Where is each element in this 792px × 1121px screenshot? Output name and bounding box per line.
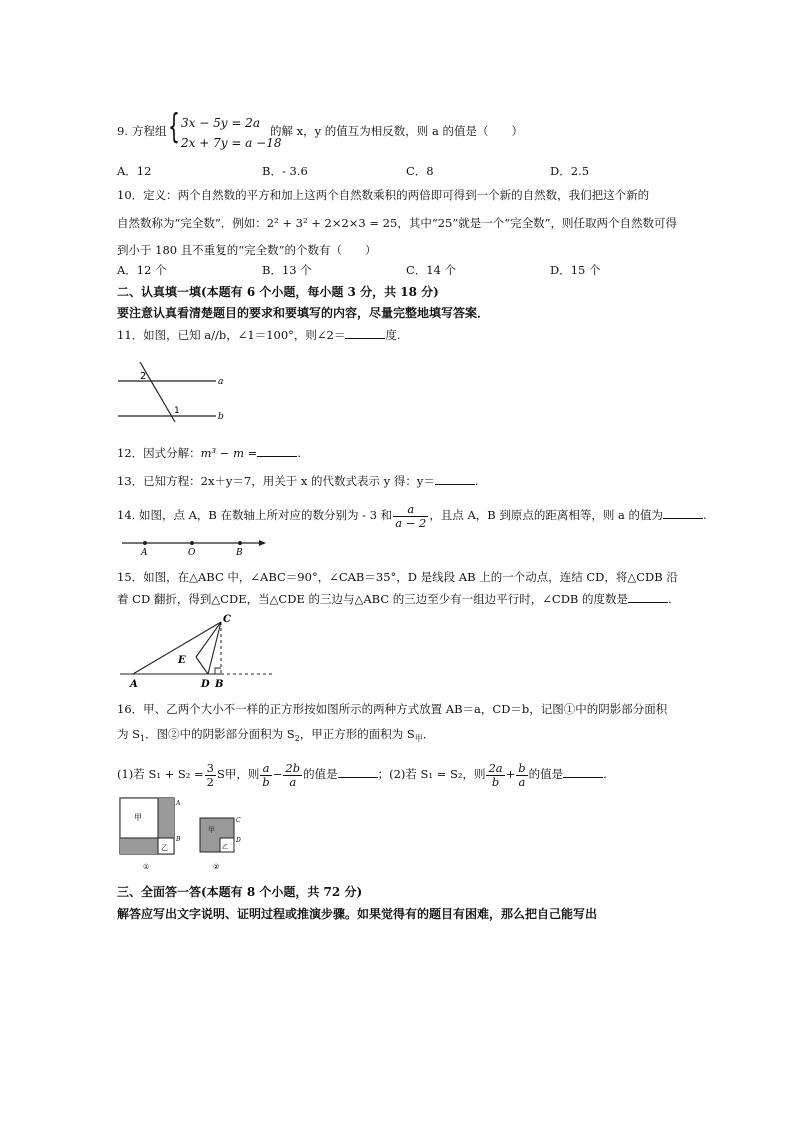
q15-line-2b: . (668, 592, 672, 606)
fig1-shaded-bottom (120, 838, 158, 854)
frac-num: 2b (285, 760, 301, 775)
fraction-2a-b (486, 762, 504, 789)
fraction-2b-a (283, 762, 302, 789)
answer-blank (338, 767, 378, 778)
angle-1-label: 1 (174, 406, 180, 416)
sub-2: 2 (294, 734, 300, 743)
fig1-yi-label: 乙 (161, 844, 168, 852)
fraction-b-a (516, 762, 527, 789)
point-d-label: D (201, 679, 210, 690)
frac-den: 2 (206, 774, 214, 789)
angle-2-label: 2 (140, 371, 147, 382)
answer-blank (435, 474, 475, 485)
q9-equation-1: 3x − 5y = 2a (181, 116, 260, 130)
q9-suffix: 的解 x，y 的值互为相反数，则 a 的值是（ ） (270, 124, 523, 138)
q14-text-b: ，且点 A，B 到原点的距离相等，则 a 的值为 (429, 508, 664, 522)
q9-number: 9. (117, 124, 128, 138)
fraction-a-b (260, 762, 271, 789)
frac-den: a (518, 774, 526, 789)
answer-blank (563, 767, 603, 778)
fig2-yi-label: 乙 (222, 844, 229, 851)
q12-text (117, 445, 301, 461)
answer-blank (663, 508, 703, 519)
q16-part1-b: S甲，则 (217, 767, 260, 781)
point-b (238, 541, 242, 545)
q9-equation-system (181, 113, 281, 153)
fig1-jia-label: 甲 (134, 813, 142, 822)
segment-ed (196, 657, 208, 674)
point-o (190, 541, 194, 545)
fig1-number: ① (143, 863, 150, 871)
q10-line-2a: 自然数称为“完全数”．例如： (117, 216, 267, 230)
line-b-label: b (218, 412, 224, 422)
q14-text-c: . (703, 508, 707, 522)
right-angle-mark (215, 668, 221, 674)
q11-parallel-lines-figure (118, 360, 228, 430)
q11-text-b: 度. (385, 328, 401, 342)
q10-option-c: C．14 个 (406, 263, 457, 277)
point-a (143, 541, 147, 545)
fig1-b-label: B (176, 836, 181, 843)
q13-text (117, 473, 479, 489)
q10-option-b: B．13 个 (262, 263, 312, 277)
q16-line-2 (117, 726, 434, 742)
frac-num: b (518, 760, 526, 775)
q10-line-3: 到小于 180 且不重复的“完全数”的个数有（ ） (117, 243, 377, 257)
q9-option-d: D．2.5 (550, 164, 590, 178)
point-a-label: A (141, 548, 148, 558)
q12-text-a: 12．因式分解： (117, 446, 201, 460)
q15-line-1: 15．如图，在△ABC 中，∠ABC＝90°，∠CAB＝35°，D 是线段 AB 上的一个动点，连结 CD，将△CDB 沿 (117, 570, 678, 584)
q9-equation-2: 2x + 7y = a −18 (181, 136, 282, 150)
minus-sign: − (272, 767, 283, 781)
fig2-c-label: C (236, 817, 241, 824)
point-a-label: A (130, 679, 138, 690)
q15-line-2 (117, 591, 672, 607)
q9-option-b: B．- 3.6 (262, 164, 308, 178)
q16-part1-a: (1)若 S₁ + S₂ = (117, 767, 204, 781)
segment-ce (196, 622, 221, 657)
fig1-a-label: A (176, 800, 181, 807)
section-2-title: 二、认真填一填(本题有 6 个小题，每小题 3 分，共 18 分) (117, 285, 439, 299)
section-3-note: 解答应写出文字说明、证明过程或推演步骤。如果觉得有的题目有困难，那么把自己能写出 (117, 907, 598, 921)
q10-option-a: A．12 个 (117, 263, 167, 277)
q14-frac-num: a (393, 503, 428, 517)
q16-part2-a: ；(2)若 S₁ = S₂，则 (377, 767, 486, 781)
q12-text-b: . (297, 446, 301, 460)
answer-blank (628, 592, 668, 603)
q9-option-c: C．8 (406, 164, 434, 178)
q16-line-2c: ，甲正方形的面积为 S (299, 727, 415, 741)
frac-num: a (260, 762, 271, 776)
q10-formula: 2² + 3² + 2×2×3 = 25 (266, 216, 398, 230)
brace-symbol: { (168, 107, 180, 147)
fig2-number: ② (213, 863, 220, 871)
line-a-label: a (218, 377, 224, 387)
point-b-label: B (236, 548, 243, 558)
q16-part2-b: 的值是 (528, 767, 564, 781)
q10-option-d: D．15 个 (550, 263, 601, 277)
q16-line-1: 16．甲、乙两个大小不一样的正方形按如图所示的两种方式放置 AB＝a，CD＝b，记图①中的阴影部分面积 (117, 702, 668, 716)
q14-text (117, 500, 707, 530)
q12-expression: m³ − m = (200, 446, 258, 460)
answer-blank (345, 328, 385, 339)
q10-line-2b: ，其中“25”就是一个“完全数”，则任取两个自然数可得 (397, 216, 677, 230)
frac-den: b (491, 774, 500, 789)
frac-den: a (289, 774, 297, 789)
q16-line-2d: ． (422, 727, 435, 741)
q10-line-1: 10．定义：两个自然数的平方和加上这两个自然数乘积的两倍即可得到一个新的自然数，我们把这个新的 (117, 188, 650, 202)
sub-1: 1 (140, 734, 146, 743)
point-c-label: C (223, 614, 231, 625)
sub-jia: 甲 (414, 734, 423, 743)
q9-prefix: 方程组 (132, 124, 167, 138)
q16-squares-figure (116, 796, 246, 874)
fig2-d-label: D (236, 837, 241, 844)
q16-line-2a: 为 S (117, 727, 141, 741)
q9-option-a: A．12 (117, 164, 152, 178)
q14-text-a: 14. 如图，点 A，B 在数轴上所对应的数分别为 - 3 和 (117, 508, 393, 522)
q14-fraction (393, 503, 428, 530)
q13-text-a: 13．已知方程：2x＋y＝7，用关于 x 的代数式表示 y 得：y＝ (117, 474, 435, 488)
frac-num: 2a (488, 760, 503, 775)
number-line-arrow (259, 540, 266, 546)
q16-line-2b: ．图②中的阴影部分面积为 S (145, 727, 295, 741)
q15-triangle-figure (118, 612, 278, 692)
q10-line-2 (117, 215, 677, 231)
q14-frac-den: a − 2 (395, 515, 427, 530)
q14-number-line-figure (120, 536, 270, 558)
answer-blank (257, 446, 297, 457)
section-3-title: 三、全面答一答(本题有 8 个小题，共 72 分) (117, 885, 363, 899)
point-e-label: E (178, 655, 186, 666)
section-2-note: 要注意认真看清楚题目的要求和要填写的内容，尽量完整地填写答案． (117, 306, 490, 320)
frac-num: 3 (206, 760, 214, 775)
q11-text (117, 327, 401, 343)
frac-den: b (262, 774, 270, 789)
q15-line-2a: 着 CD 翻折，得到△CDE，当△CDE 的三边与△ABC 的三边至少有一组边平行时，∠CDB 的度数是 (117, 592, 629, 606)
side-ac (133, 622, 221, 674)
q13-text-b: . (474, 474, 479, 488)
point-b-label: B (215, 679, 224, 690)
q16-part-line (117, 758, 607, 790)
q16-part1-c: 的值是 (303, 767, 338, 781)
q16-part2-c: . (603, 767, 607, 781)
plus-sign: + (505, 767, 516, 781)
fraction-3-2 (205, 762, 216, 789)
segment-cd (208, 622, 221, 674)
fig2-jia-label: 甲 (208, 826, 215, 834)
q11-text-a: 11．如图，已知 a//b，∠1＝100°，则∠2＝ (117, 328, 346, 342)
point-o-label: O (188, 548, 196, 558)
